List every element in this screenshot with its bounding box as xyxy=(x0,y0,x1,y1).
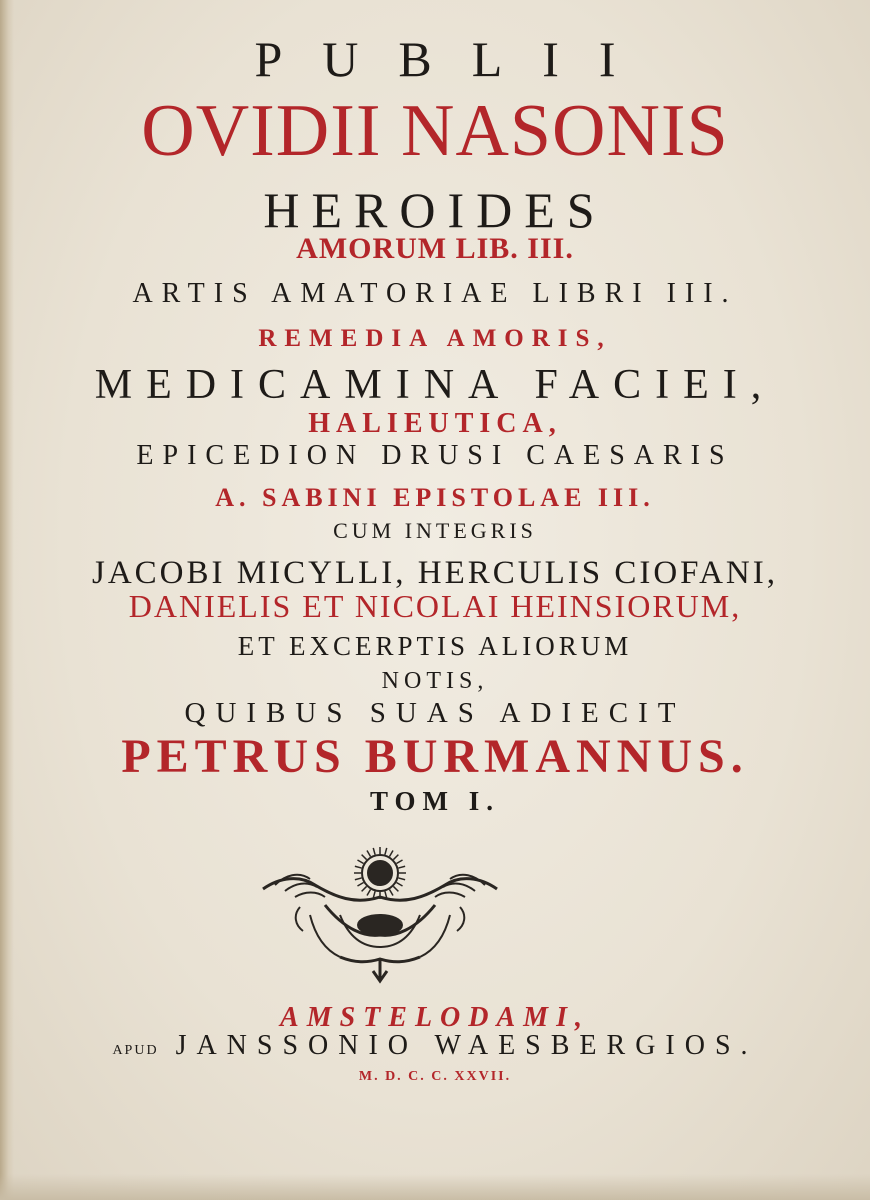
imprint-place: AMSTELODAMI, xyxy=(280,1002,590,1033)
commentators-line1: JACOBI MICYLLI, HERCULIS CIOFANI, xyxy=(92,555,778,591)
work-sabini-epistolae: A. SABINI EPISTOLAE III. xyxy=(215,483,655,512)
notis-line: NOTIS, xyxy=(381,668,489,694)
work-remedia: REMEDIA AMORIS, xyxy=(258,325,612,352)
quibus-line: QUIBUS SUAS ADIECIT xyxy=(184,697,686,729)
excerptis-line: ET EXCERPTIS ALIORUM xyxy=(237,631,633,661)
author-name: OVIDII NASONIS xyxy=(141,90,729,172)
work-epicedion: EPICEDION DRUSI CAESARIS xyxy=(136,440,734,471)
work-ars-amatoria: ARTIS AMATORIAE LIBRI III. xyxy=(132,278,738,309)
printers-ornament-icon xyxy=(255,845,505,985)
commentators-line2: DANIELIS ET NICOLAI HEINSIORUM, xyxy=(128,588,742,624)
work-medicamina: MEDICAMINA FACIEI, xyxy=(94,362,776,408)
cum-integris: CUM INTEGRIS xyxy=(333,518,537,543)
imprint-publisher-line xyxy=(0,1032,870,1060)
page-bottom-edge xyxy=(0,1174,870,1200)
imprint-year: M. D. C. C. XXVII. xyxy=(358,1069,512,1084)
author-praenomen: PUBLII xyxy=(254,31,656,87)
imprint-publisher: JANSSONIO WAESBERGIOS. xyxy=(175,1030,758,1061)
imprint-apud: APUD xyxy=(112,1043,159,1058)
work-heroides: HEROIDES xyxy=(263,182,607,238)
work-halieutica: HALIEUTICA, xyxy=(308,408,562,439)
editor-name: PETRUS BURMANNUS. xyxy=(121,730,749,783)
work-amores: AMORUM LIB. III. xyxy=(296,232,574,265)
volume-number: TOM I. xyxy=(369,786,500,816)
